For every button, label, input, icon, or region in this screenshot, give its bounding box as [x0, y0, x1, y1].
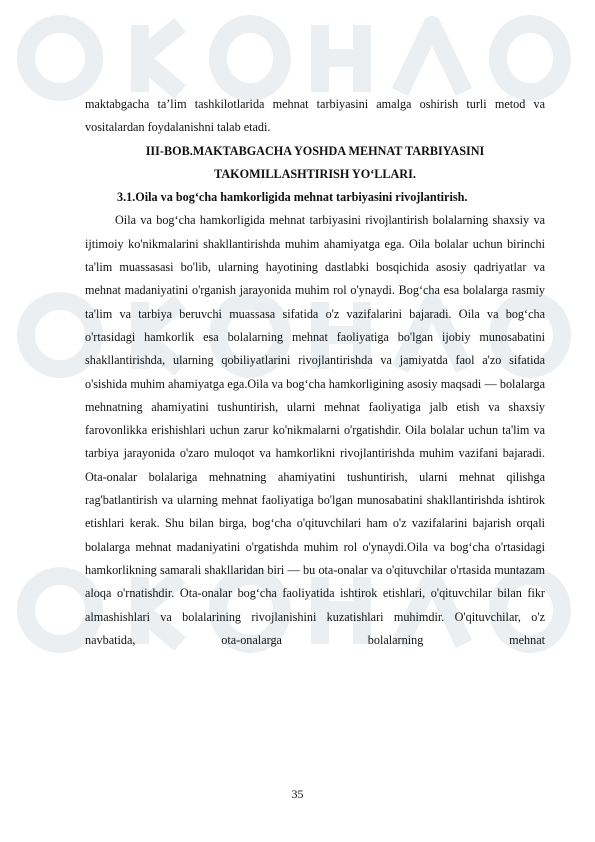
- page-number: 35: [291, 787, 304, 801]
- body-paragraph: Oila va bog‘cha hamkorligida mehnat tarbiyasini rivojlantirish bolalarning shaxsiy va ijtimoiy ko'nikmalarini shakllantirishda muhim ahamiyatga ega. Oila bolalar uchun birinchi ta'lim muassasasi bo'lib, ularning hayotining dastlabki bosqichida asosiy qadriyatlar va mehnat madaniyatini o'rganish jarayonida muhim rol o'ynaydi. Bog‘cha esa bolalarga rasmiy ta'lim va tarbiya beruvchi muassasa sifatida o'z vazifalarini bajaradi. Oila va bog‘cha o'rtasidagi hamkorlik esa bolalarning mehnat faoliyatiga bo'lgan ijobiy munosabatini shakllantirishda, ularning qobiliyatlarini rivojlantirishda va jamiyatda faol a'zo sifatida o'sishida muhim ahamiyatga ega.Oila va bog‘cha hamkorligining asosiy maqsadi — bolalarga mehnatning ahamiyatini tushuntirish, ularni mehnat faoliyatiga jalb etish va shaxsiy farovonlikka erishishlari uchun zarur ko'nikmalarni o'rgatishdir. Oila bolalar uchun ta'lim va tarbiya jarayonida o'zaro muloqot va hamkorlikni rivojlantirishda muhim vazifani bajaradi. Ota-onalar bolalariga mehnatning ahamiyatini tushuntirish, ularni mehnat qilishga rag'batlantirish va ularning mehnat faoliyatiga bo'lgan munosabatini shakllantirishda ishtirok etishlari kerak. Shu bilan birga, bog‘cha o'qituvchilari ham o'z vazifalarini bajarish orqali bolalarga mehnat madaniyatini o'rgatishda muhim rol o'ynaydi.Oila va bog‘cha o'rtasidagi hamkorlikning samarali shakllaridan biri — bu ota-onalar va o'qituvchilar o'rtasida muntazam aloqa o'rnatishdir. Ota-onalar bog‘cha faoliyatida ishtirok etishlari, o'qituvchilar bilan fikr almashishlari va bolalarining rivojlanishini kuzatishlari muhimdir. O'qituvchilar, o'z navbatida, ota-onalarga bolalarning mehnat: [85, 213, 545, 647]
- document-body: [85, 93, 545, 652]
- section-title: 3.1.Oila va bog‘cha hamkorligida mehnat tarbiyasini rivojlantirish.: [117, 190, 468, 205]
- chapter-title-line1: III-BOB.MAKTABGACHA YOSHDA MEHNAT TARBIYASINI: [145, 143, 485, 158]
- chapter-title-line2: TAKOMILLASHTIRISH YO‘LLARI.: [214, 166, 416, 181]
- intro-paragraph: maktabgacha ta’lim tashkilotlarida mehnat tarbiyasini amalga oshirish turli metod va vositalardan foydalanishni talab etadi.: [85, 97, 545, 135]
